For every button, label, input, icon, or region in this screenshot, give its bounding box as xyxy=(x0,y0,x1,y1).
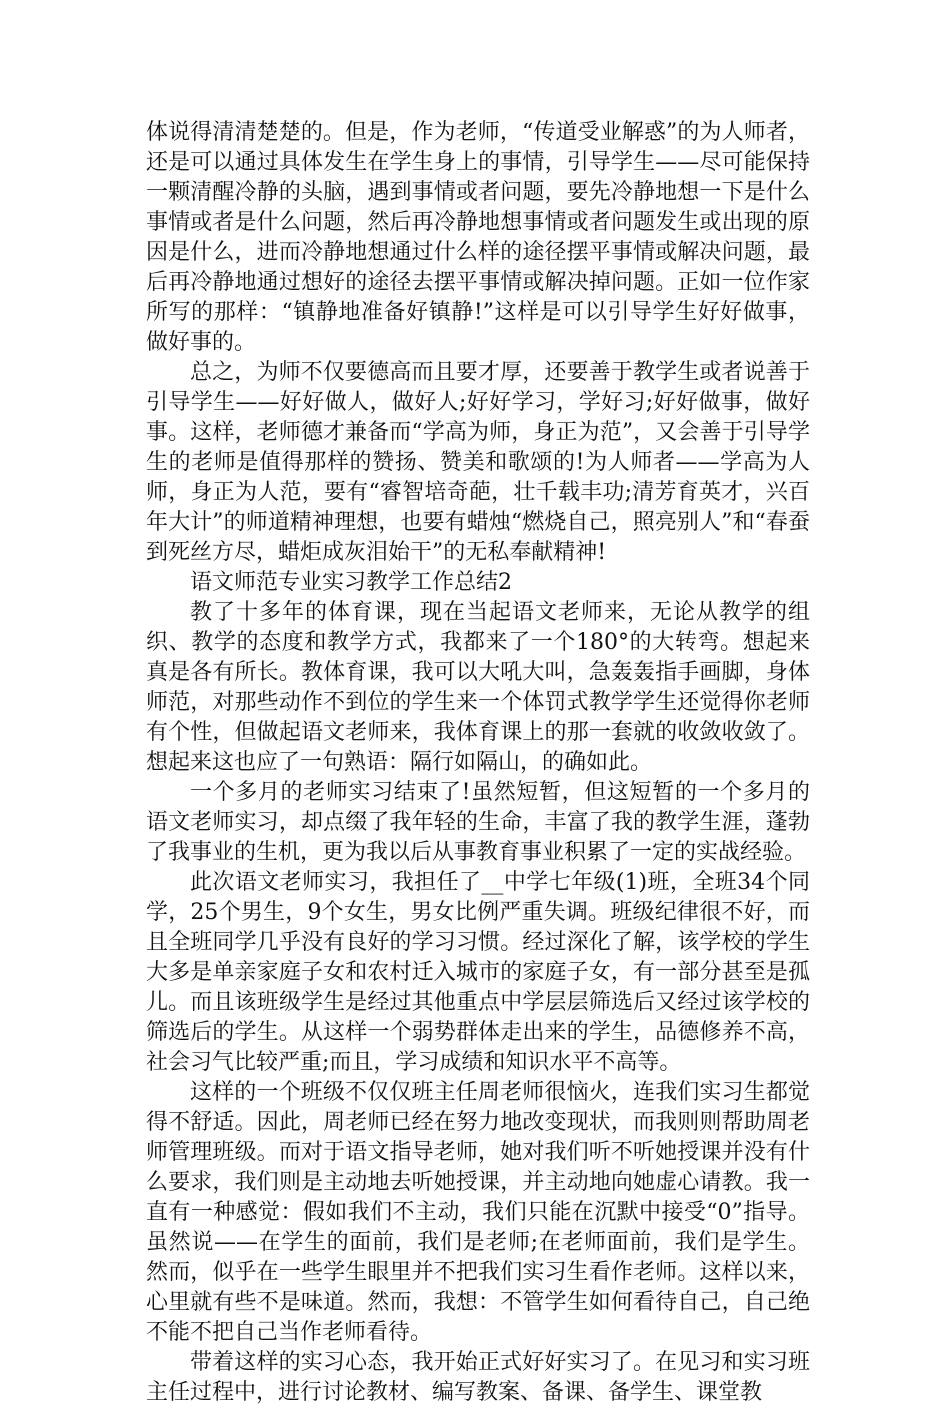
body-paragraph-2: 总之，为师不仅要德高而且要才厚，还要善于教学生或者说善于引导学生——好好做人，做好人;好好学习，学好习;好好做事，做好事。这样，老师德才兼备而“学高为师，身正为范”，又会善于引导学生的老师是值得那样的赞扬、赞美和歌颂的!为人师者——学高为人师，身正为人范，要有“睿智培奇葩，壮千载丰功;清芳育英才，兴百年大计”的师道精神理想，也要有蜡烛“燃烧自己，照亮别人”和“春蚕到死丝方尽，蜡炬成灰泪始干”的无私奉献精神! xyxy=(146,360,810,565)
section-paragraph-4: 这样的一个班级不仅仅班主任周老师很恼火，连我们实习生都觉得不舒适。因此，周老师已经在努力地改变现状，而我则则帮助周老师管理班级。而对于语文指导老师，她对我们听不听她授课并没有什么要求，我们则是主动地去听她授课，并主动地向她虚心请教。我一直有一种感觉：假如我们不主动，我们只能在沉默中接受“0”指导。虽然说——在学生的面前，我们是老师;在老师面前，我们是学生。然而，似乎在一些学生眼里并不把我们实习生看作老师。这样以来，心里就有些不是味道。然而，我想：不管学生如何看待自己，自己绝不能不把自己当作老师看待。 xyxy=(146,1080,810,1345)
body-paragraph-1: 体说得清清楚楚的。但是，作为老师，“传道受业解惑”的为人师者，还是可以通过具体发生在学生身上的事情，引导学生——尽可能保持一颗清醒冷静的头脑，遇到事情或者问题，要先冷静地想一下是什么事情或者是什么问题，然后再冷静地想事情或者问题发生或出现的原因是什么，进而冷静地想通过什么样的途径摆平事情或解决问题，最后再冷静地通过想好的途径去摆平事情或解决掉问题。正如一位作家所写的那样：“镇静地准备好镇静!”这样是可以引导学生好好做事，做好事的。 xyxy=(146,120,810,355)
section-paragraph-1: 教了十多年的体育课，现在当起语文老师来，无论从教学的组织、教学的态度和教学方式，我都来了一个180°的大转弯。想起来真是各有所长。教体育课，我可以大吼大叫，急轰轰指手画脚，身体师范，对那些动作不到位的学生来一个体罚式教学学生还觉得你老师有个性，但做起语文老师来，我体育课上的那一套就的收敛收敛了。想起来这也应了一句熟语：隔行如隔山，的确如此。 xyxy=(146,600,810,775)
section-heading: 语文师范专业实习教学工作总结2 xyxy=(190,570,512,595)
section-paragraph-2: 一个多月的老师实习结束了!虽然短暂，但这短暂的一个多月的语文老师实习，却点缀了我年轻的生命，丰富了我的教学生涯，蓬勃了我事业的生机，更为我以后从事教育事业积累了一定的实战经验。 xyxy=(146,780,810,865)
section-paragraph-3: 此次语文老师实习，我担任了__中学七年级(1)班，全班34个同学，25个男生，9个女生，男女比例严重失调。班级纪律很不好，而且全班同学几乎没有良好的学习习惯。经过深化了解，该学校的学生大多是单亲家庭子女和农村迁入城市的家庭子女，有一部分甚至是孤儿。而且该班级学生是经过其他重点中学层层筛选后又经过该学校的筛选后的学生。从这样一个弱势群体走出来的学生，品德修养不高，社会习气比较严重;而且，学习成绩和知识水平不高等。 xyxy=(146,870,810,1075)
document-page xyxy=(146,118,810,1408)
section-paragraph-5: 带着这样的实习心态，我开始正式好好实习了。在见习和实习班主任过程中，进行讨论教材、编写教案、备课、备学生、课堂教 xyxy=(146,1350,810,1405)
